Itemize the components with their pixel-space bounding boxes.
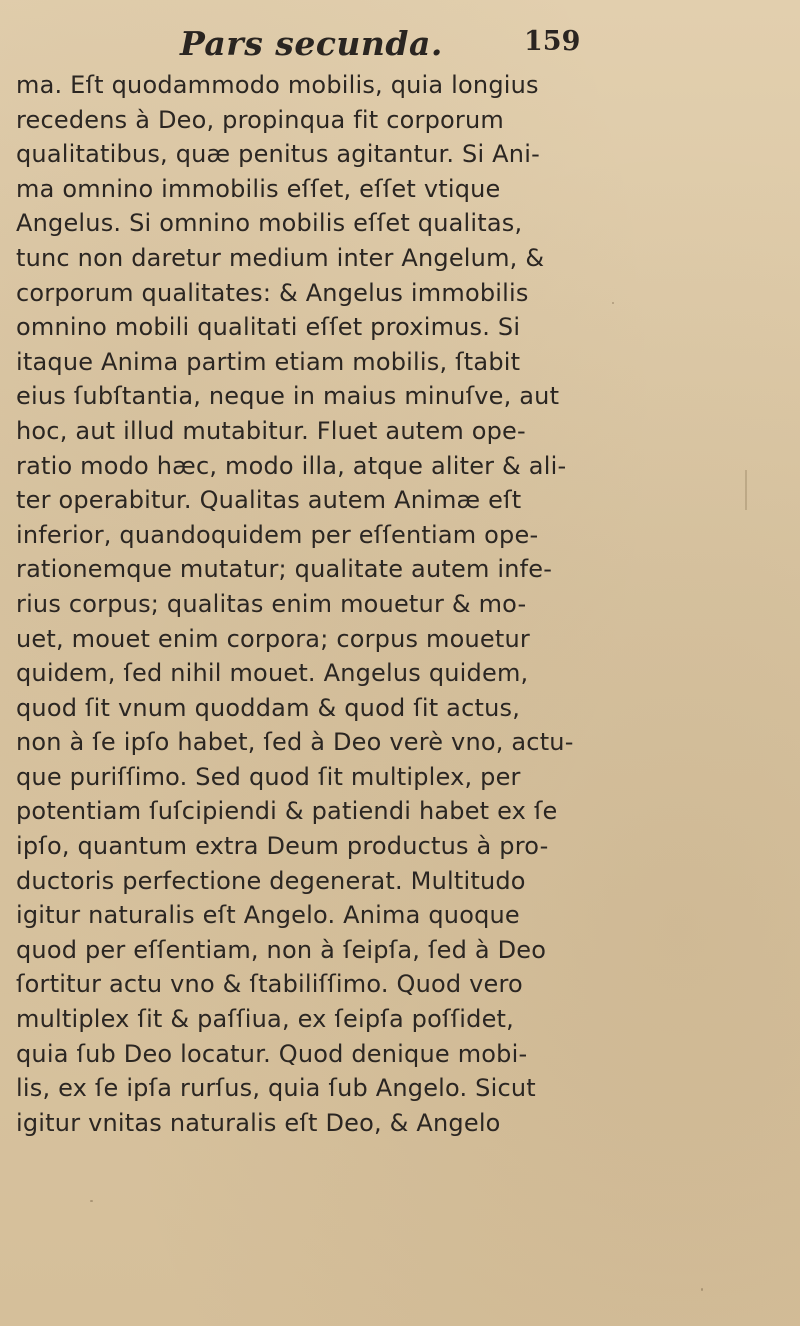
text-line: ſortitur actu vno & ſtabiliſſimo. Quod vero (16, 970, 523, 999)
text-line: recedens à Deo, propinqua fit corporum (16, 105, 504, 134)
paper-speck (230, 40, 233, 43)
text-line: quia ſub Deo locatur. Quod denique mobi- (16, 1039, 528, 1068)
page-number: 159 (524, 26, 581, 57)
text-line: ma. Eſt quodammodo mobilis, quia longius (16, 71, 539, 99)
text-line: ma omnino immobilis eſſet, eſſet vtique (16, 174, 501, 203)
text-line: non à ſe ipſo habet, ſed à Deo verè vno, actu- (16, 728, 574, 757)
text-line: lis, ex ſe ipſa rurſus, quia ſub Angelo. Sicut (16, 1074, 536, 1103)
text-line: igitur naturalis eſt Angelo. Anima quoque (16, 901, 520, 930)
text-line: ipſo, quantum extra Deum productus à pro- (16, 832, 549, 861)
paper-speck (90, 1200, 93, 1202)
text-line: multiplex ſit & paſſiua, ex ſeipſa poſſidet, (16, 1005, 514, 1034)
paper-speck (612, 302, 614, 304)
body-text (16, 68, 786, 1140)
text-line: igitur vnitas naturalis eſt Deo, & Angelo (16, 1108, 501, 1137)
text-line: ductoris perfectione degenerat. Multitudo (16, 866, 526, 895)
text-line: inferior, quandoquidem per eſſentiam ope- (16, 520, 539, 549)
text-line: uet, mouet enim corpora; corpus mouetur (16, 624, 530, 653)
text-line: eius ſubſtantia, neque in maius minuſve, aut (16, 382, 560, 411)
text-line: que puriſſimo. Sed quod ſit multiplex, per (16, 762, 521, 791)
running-head (0, 18, 800, 64)
running-head-title: Pars secunda. (180, 24, 443, 63)
text-line: corporum qualitates: & Angelus immobilis (16, 278, 529, 307)
text-line: ratio modo hæc, modo illa, atque aliter & ali- (16, 451, 567, 480)
text-line: hoc, aut illud mutabitur. Fluet autem ope- (16, 416, 526, 445)
text-line: quidem, ſed nihil mouet. Angelus quidem, (16, 659, 529, 688)
text-line: omnino mobili qualitati eſſet proximus. Si (16, 313, 521, 342)
text-line: rius corpus; qualitas enim mouetur & mo- (16, 589, 527, 618)
text-line: qualitatibus, quæ penitus agitantur. Si Ani- (16, 140, 540, 169)
text-line: potentiam ſuſcipiendi & patiendi habet ex ſe (16, 797, 558, 826)
text-line: itaque Anima partim etiam mobilis, ſtabit (16, 347, 521, 376)
text-line: ter operabitur. Qualitas autem Animæ eſt (16, 486, 522, 515)
text-line: tunc non daretur medium inter Angelum, & (16, 243, 545, 272)
paper-crease (745, 470, 747, 510)
text-line: Angelus. Si omnino mobilis eſſet qualitas, (16, 209, 523, 238)
text-line: quod per eſſentiam, non à ſeipſa, ſed à Deo (16, 935, 547, 964)
paper-speck (701, 1288, 703, 1291)
text-line: rationemque mutatur; qualitate autem infe- (16, 555, 553, 584)
text-line: quod ſit vnum quoddam & quod ſit actus, (16, 693, 521, 722)
